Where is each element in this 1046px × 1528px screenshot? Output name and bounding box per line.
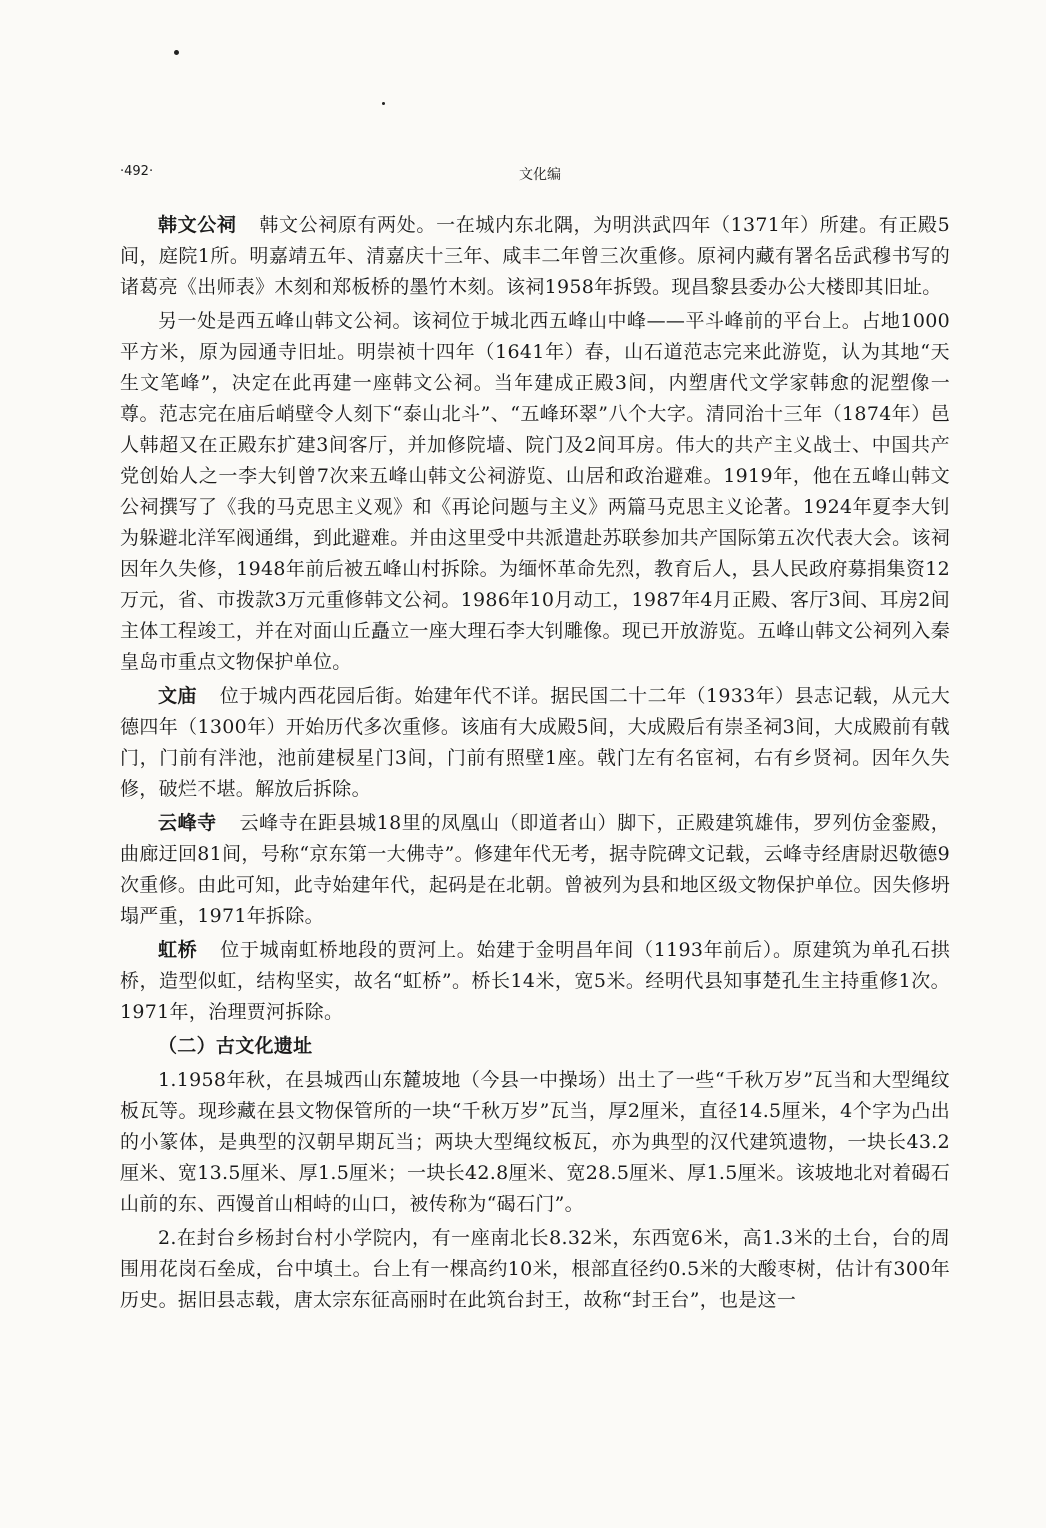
- section-title: （二）古文化遗址: [158, 1035, 313, 1057]
- scan-speck: [174, 50, 179, 55]
- entry-text: 另一处是西五峰山韩文公祠。该祠位于城北西五峰山中峰——平斗峰前的平台上。占地1000平方米，原为园通寺旧址。明崇祯十四年（1641年）春，山石道范志完来此游览，认为其地“天生文笔峰”，决定在此再建一座韩文公祠。当年建成正殿3间，内塑唐代文学家韩愈的泥塑像一尊。范志完在庙后峭壁令人刻下“泰山北斗”、“五峰环翠”八个大字。清同治十三年（1874年）邑人韩超又在正殿东扩建3间客厅，并加修院墙、院门及2间耳房。伟大的共产主义战士、中国共产党创始人之一李大钊曾7次来五峰山韩文公祠游览、山居和政治避难。1919年，他在五峰山韩文公祠撰写了《我的马克思主义观》和《再论问题与主义》两篇马克思主义论著。1924年夏李大钊为躲避北洋军阀通缉，到此避难。并由这里受中共派遣赴苏联参加共产国际第五次代表大会。该祠因年久失修，1948年前后被五峰山村拆除。为缅怀革命先烈，教育后人，县人民政府募捐集资12万元，省、市拨款3万元重修韩文公祠。1986年10月动工，1987年4月正殿、客厅3间、耳房2间主体工程竣工，并在对面山丘矗立一座大理石李大钊雕像。现已开放游览。五峰山韩文公祠列入秦皇岛市重点文物保护单位。: [120, 310, 950, 673]
- entry-text: 位于城南虹桥地段的贾河上。始建于金明昌年间（1193年前后）。原建筑为单孔石拱桥，造型似虹，结构坚实，故名“虹桥”。桥长14米，宽5米。经明代县知事楚孔生主持重修1次。1971年，治理贾河拆除。: [120, 939, 950, 1023]
- entry-heading: 虹桥: [158, 939, 198, 961]
- entry-heading: 云峰寺: [158, 812, 217, 834]
- entry-confucian-temple: [120, 681, 950, 805]
- entry-text: 位于城内西花园后街。始建年代不详。据民国二十二年（1933年）县志记载，从元大德四年（1300年）开始历代多次重修。该庙有大成殿5间，大成殿后有崇圣祠3间，大成殿前有戟门，门前有泮池，池前建棂星门3间，门前有照壁1座。戟门左有名宦祠，右有乡贤祠。因年久失修，破烂不堪。解放后拆除。: [120, 685, 950, 800]
- entry-wufengshan-temple: [120, 306, 950, 678]
- entry-text: 韩文公祠原有两处。一在城内东北隅，为明洪武四年（1371年）所建。有正殿5间，庭院1所。明嘉靖五年、清嘉庆十三年、咸丰二年曾三次重修。原祠内藏有署名岳武穆书写的诸葛亮《出师表》木刻和郑板桥的墨竹木刻。该祠1958年拆毁。现昌黎县委办公大楼即其旧址。: [120, 214, 950, 298]
- entry-hanwengong-temple: [120, 210, 950, 303]
- site-item: 1.1958年秋，在县城西山东麓坡地（今县一中操场）出土了一些“千秋万岁”瓦当和大型绳纹板瓦等。现珍藏在县文物保管所的一块“千秋万岁”瓦当，厚2厘米，直径14.5厘米，4个字为凸出的小篆体，是典型的汉朝早期瓦当；两块大型绳纹板瓦，亦为典型的汉代建筑遗物，一块长43.2厘米、宽13.5厘米、厚1.5厘米；一块长42.8厘米、宽28.5厘米、厚1.5厘米。该坡地北对着碣石山前的东、西馒首山相峙的山口，被传称为“碣石门”。: [120, 1069, 950, 1215]
- entry-rainbow-bridge: [120, 935, 950, 1028]
- page-header: [120, 164, 960, 186]
- page-body: [120, 210, 950, 1319]
- entry-yunfeng-temple: [120, 808, 950, 932]
- entry-text: 云峰寺在距县城18里的凤凰山（即道者山）脚下，正殿建筑雄伟，罗列仿金銮殿，曲廊迂回81间，号称“京东第一大佛寺”。修建年代无考，据寺院碑文记载，云峰寺经唐尉迟敬德9次重修。由此可知，此寺始建年代，起码是在北朝。曾被列为县和地区级文物保护单位。因失修坍塌严重，1971年拆除。: [120, 812, 951, 927]
- entry-heading: 韩文公祠: [158, 214, 237, 236]
- entry-heading: 文庙: [158, 685, 197, 707]
- page-number: ·492·: [120, 164, 154, 179]
- running-title: 文化编: [519, 167, 561, 183]
- site-item: 2.在封台乡杨封台村小学院内，有一座南北长8.32米，东西宽6米，高1.3米的土台，台的周围用花岗石垒成，台中填土。台上有一棵高约10米，根部直径约0.5米的大酸枣树，估计有300年历史。据旧县志载，唐太宗东征高丽时在此筑台封王，故称“封王台”，也是这一: [120, 1227, 950, 1311]
- scan-speck: [382, 102, 385, 105]
